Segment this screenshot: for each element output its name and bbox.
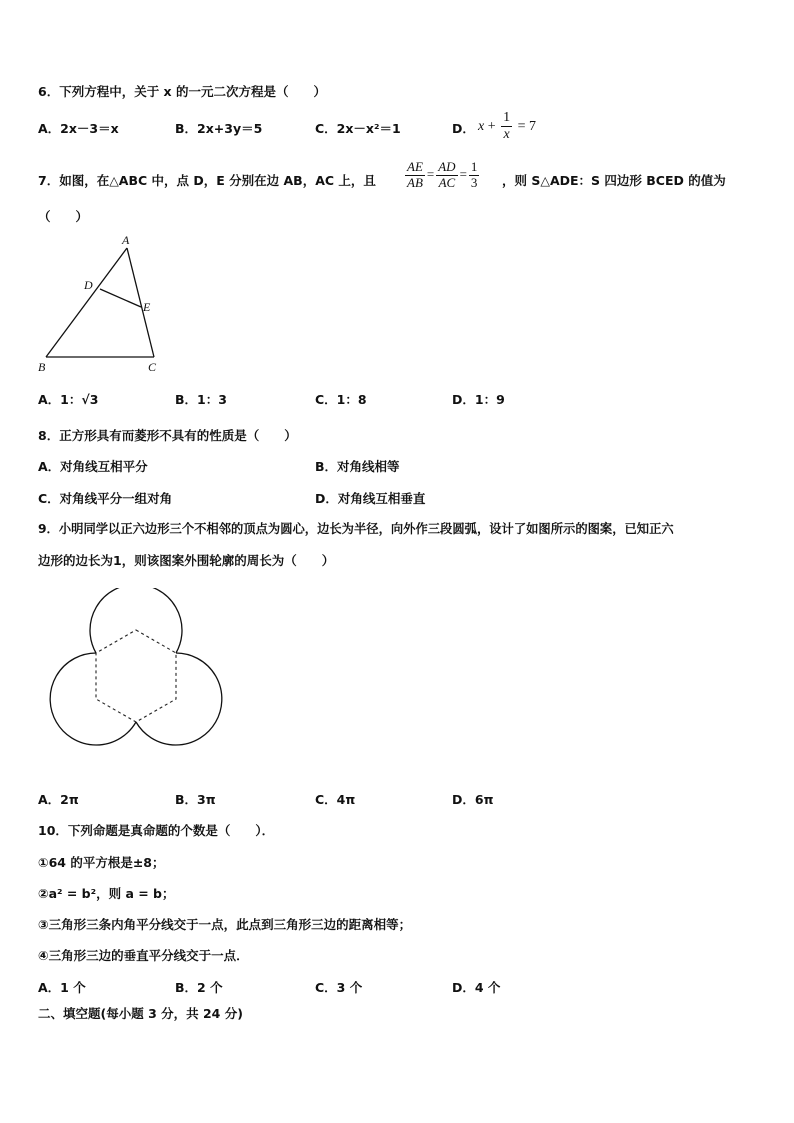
q6-stem: 6．下列方程中，关于 x 的一元二次方程是（ ） — [38, 84, 326, 99]
q10-item-3: ③三角形三条内角平分线交于一点，此点到三角形三边的距离相等； — [38, 917, 412, 932]
q8-option-d: D．对角线互相垂直 — [315, 491, 426, 506]
q7-option-a: A．1：√3 — [38, 392, 99, 407]
q6-option-a: A．2x－3＝x — [38, 121, 119, 136]
label-b: B — [38, 360, 46, 374]
q10-item-4: ④三角形三边的垂直平分线交于一点． — [38, 948, 249, 963]
q8-stem: 8．正方形具有而菱形不具有的性质是（ ） — [38, 428, 297, 443]
q9-hexagon-arcs-figure — [40, 588, 240, 768]
top-arc — [90, 588, 182, 653]
q8-option-b: B．对角线相等 — [315, 459, 400, 474]
section2-heading: 二、填空题(每小题 3 分，共 24 分) — [38, 1006, 243, 1021]
q9-option-b: B．3π — [175, 792, 216, 807]
q8-option-c: C．对角线平分一组对角 — [38, 491, 173, 506]
q7-stem-line2: （ ） — [38, 209, 89, 224]
q9-option-d: D．6π — [452, 792, 494, 807]
label-c: C — [148, 360, 157, 374]
q10-item-2: ②a² = b²，则 a = b； — [38, 886, 175, 901]
q7-option-b: B．1：3 — [175, 392, 227, 407]
q6-option-c: C．2x－x²＝1 — [315, 121, 401, 136]
q7-triangle-figure — [34, 232, 169, 377]
q10-stem: 10．下列命题是真命题的个数是（ ）． — [38, 823, 275, 838]
label-d: D — [84, 278, 93, 292]
q10-option-b: B．2 个 — [175, 980, 223, 995]
label-e: E — [143, 300, 151, 314]
left-arc — [50, 653, 136, 745]
q10-option-a: A．1 个 — [38, 980, 86, 995]
q6-option-d-label: D． — [452, 121, 475, 136]
q7-option-c: C．1：8 — [315, 392, 367, 407]
q9-option-a: A．2π — [38, 792, 79, 807]
q6-d-fraction: $\frac{1}{x}$ — [503, 110, 511, 143]
side-ab — [46, 248, 127, 357]
q7-stem-prefix: 7．如图，在△ABC 中，点 D，E 分别在边 AB，AC 上，且 — [38, 173, 376, 188]
q10-item-1: ①64 的平方根是±8； — [38, 855, 165, 870]
right-arc — [136, 653, 222, 745]
label-a: A — [122, 233, 130, 247]
q7-fraction-ad-ac: $\frac{AD}{AC}$ — [438, 159, 456, 190]
q9-stem-line2: 边形的边长为1，则该图案外围轮廓的周长为（ ） — [38, 553, 335, 568]
q9-option-c: C．4π — [315, 792, 356, 807]
q10-option-c: C．3 个 — [315, 980, 363, 995]
segment-de — [100, 289, 141, 307]
q7-stem-suffix: ，则 S△ADE：S 四边形 BCED 的值为 — [502, 173, 726, 188]
q6-option-d-expression: x + $\frac{1}{x}$ = 7 — [478, 110, 537, 143]
q10-option-d: D．4 个 — [452, 980, 501, 995]
q7-fraction-ae-ab: $\frac{AE}{AB}$ — [407, 159, 423, 190]
q8-option-a: A．对角线互相平分 — [38, 459, 148, 474]
q7-option-d: D．1：9 — [452, 392, 505, 407]
q7-fraction-one-third: $\frac{1}{3}$ — [470, 159, 478, 190]
q7-ratio-expression: $\frac{AE}{AB}$ = $\frac{AD}{AC}$ = $\frac{1}{3}$ — [407, 159, 478, 190]
q9-stem-line1: 9．小明同学以正六边形三个不相邻的顶点为圆心，边长为半径，向外作三段圆弧，设计了如图所示的图案，已知正六 — [38, 522, 674, 536]
dashed-hexagon — [96, 630, 176, 722]
q6-option-b: B．2x+3y＝5 — [175, 121, 263, 136]
